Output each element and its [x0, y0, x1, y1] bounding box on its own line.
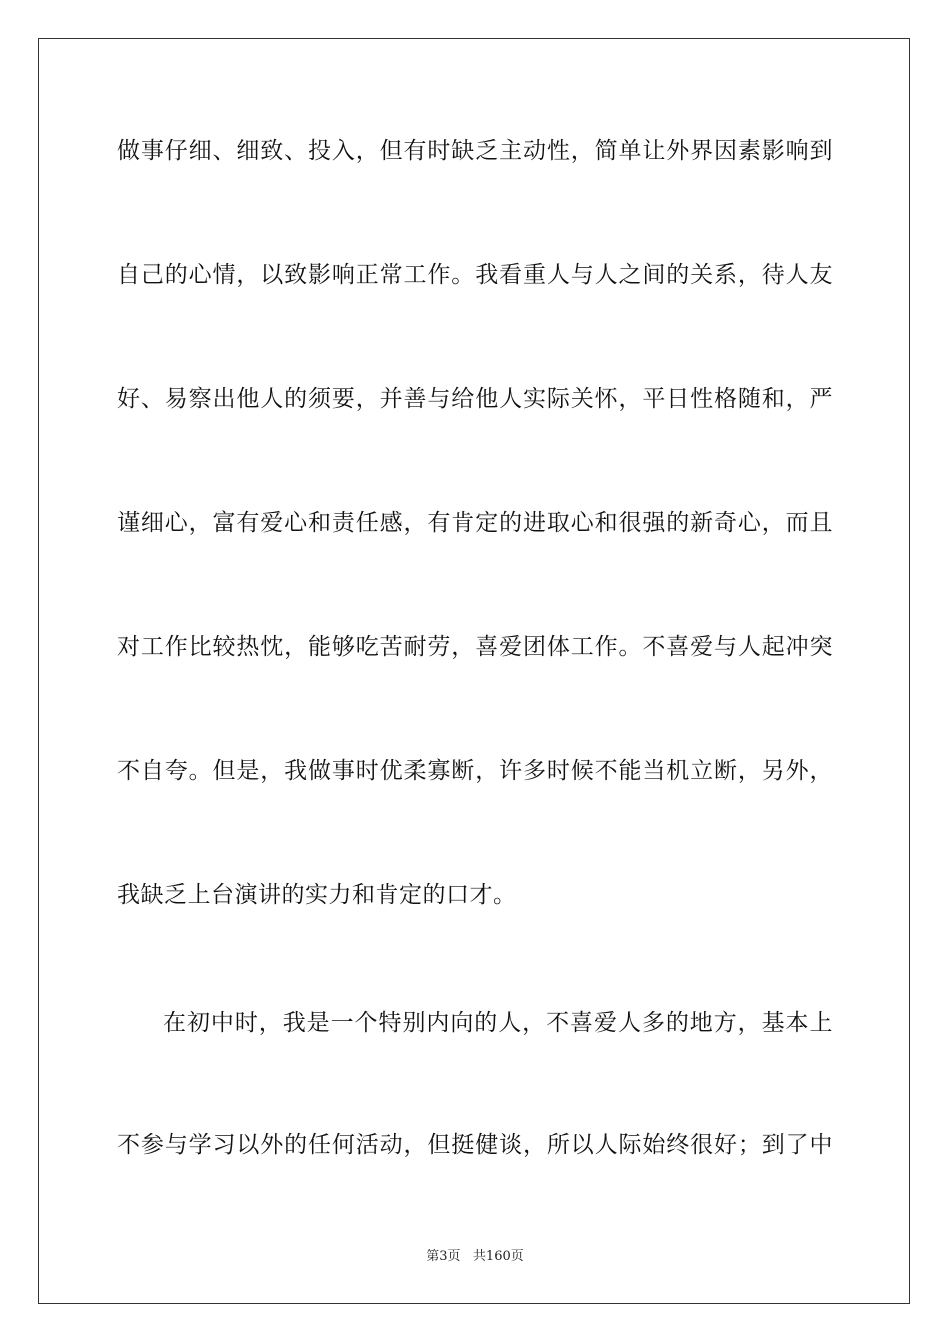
page-total: 共160页 [472, 1249, 524, 1264]
text-line: 对工作比较热忱，能够吃苦耐劳，喜爱团体工作。不喜爱与人起冲突 [117, 634, 833, 660]
text-line: 谨细心，富有爱心和责任感，有肯定的进取心和很强的新奇心，而且 [117, 510, 833, 536]
paragraph-first-line: 在初中时，我是一个特别内向的人，不喜爱人多的地方，基本上 [163, 1010, 833, 1036]
text-line: 不自夸。但是，我做事时优柔寡断，许多时候不能当机立断，另外， [117, 758, 833, 784]
text-line: 不参与学习以外的任何活动，但挺健谈，所以人际始终很好；到了中 [117, 1132, 833, 1158]
text-line: 我缺乏上台演讲的实力和肯定的口才。 [117, 882, 517, 908]
text-line: 做事仔细、细致、投入，但有时缺乏主动性，简单让外界因素影响到 [117, 138, 833, 164]
page-footer [0, 1248, 950, 1266]
text-line: 自己的心情，以致影响正常工作。我看重人与人之间的关系，待人友 [117, 262, 833, 288]
text-line: 好、易察出他人的须要，并善与给他人实际关怀，平日性格随和，严 [117, 386, 833, 412]
page-number: 第3页 [426, 1249, 461, 1264]
page-border [38, 38, 910, 1304]
